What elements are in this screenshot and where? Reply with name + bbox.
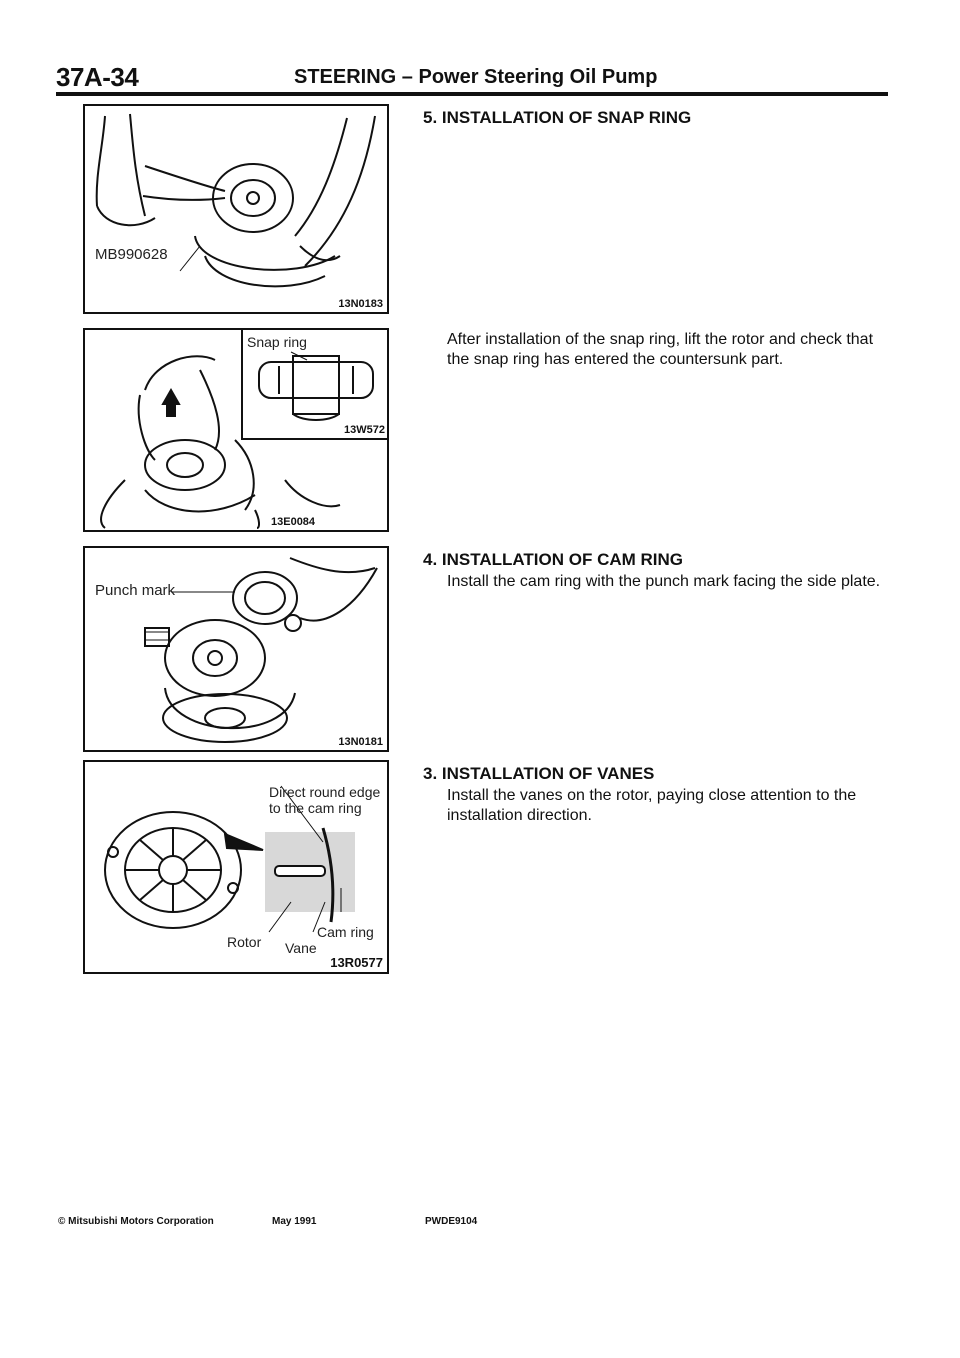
snap-ring-inset — [241, 330, 389, 440]
figure-code: 13R0577 — [330, 955, 383, 970]
figure-cam-ring — [83, 546, 389, 752]
tool-label: MB990628 — [95, 246, 168, 263]
footer-doc-code: PWDE9104 — [425, 1216, 478, 1227]
vane-label: Vane — [285, 940, 317, 956]
round-edge-label-line2: to the cam ring — [269, 800, 362, 816]
snap-ring-label: Snap ring — [247, 334, 307, 350]
page-number: 37A-34 — [56, 62, 139, 92]
figure-code: 13E0084 — [271, 516, 316, 528]
step-5-body: After installation of the snap ring, lift the rotor and check that the snap ring has entered the countersunk part. — [447, 331, 874, 368]
step-3-body: Install the vanes on the rotor, paying close attention to the installation direction. — [447, 787, 857, 824]
step-3-title: 3. INSTALLATION OF VANES — [423, 764, 655, 783]
round-edge-label-line1: Direct round edge — [269, 784, 381, 800]
footer-date: May 1991 — [272, 1216, 317, 1227]
page-title: STEERING – Power Steering Oil Pump — [294, 66, 658, 88]
inset-code: 13W572 — [344, 424, 385, 436]
figure-code: 13N0181 — [338, 736, 383, 748]
step-4-title: 4. INSTALLATION OF CAM RING — [423, 550, 684, 569]
cam-ring-label: Cam ring — [317, 924, 374, 940]
footer-copyright: © Mitsubishi Motors Corporation — [58, 1216, 214, 1227]
figure-code: 13N0183 — [338, 298, 383, 310]
page-header — [56, 62, 888, 96]
figure-snap-ring-check — [83, 328, 389, 532]
figure-3-drawing — [85, 548, 387, 750]
figure-1-drawing — [85, 106, 387, 312]
punch-mark-label: Punch mark — [95, 582, 176, 599]
header-rule — [56, 92, 888, 96]
figure-snap-ring-pliers — [83, 104, 389, 314]
step-5-title: 5. INSTALLATION OF SNAP RING — [423, 108, 692, 127]
step-4-body: Install the cam ring with the punch mark facing the side plate. — [447, 573, 881, 590]
figure-vanes — [83, 760, 389, 974]
rotor-label: Rotor — [227, 934, 262, 950]
